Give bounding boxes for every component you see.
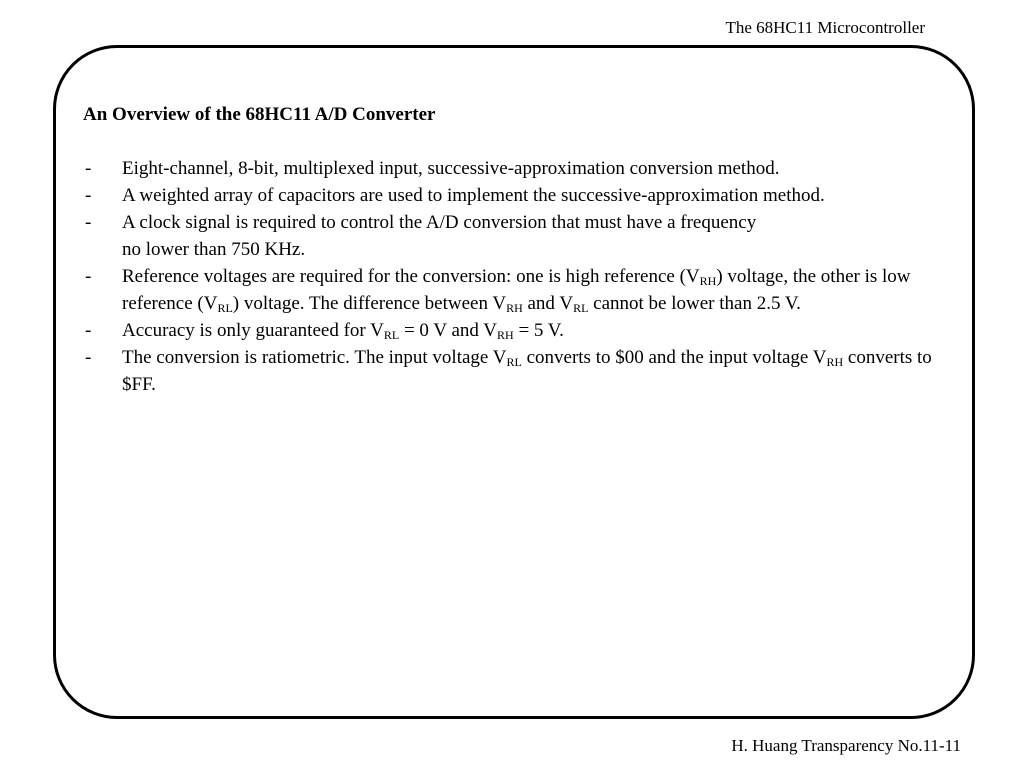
bullet-item-reference-voltages bbox=[83, 263, 958, 317]
bullet-text: converts to $00 and the input voltage V bbox=[521, 347, 827, 368]
bullet-item-capacitors bbox=[83, 182, 958, 209]
bullet-text: Reference voltages are required for the conversion: one is high reference (V bbox=[122, 266, 700, 287]
bullet-text: cannot be lower than 2.5 V. bbox=[588, 293, 801, 314]
bullet-item-clock bbox=[83, 209, 958, 263]
bullet-text-continued: no lower than 750 KHz. bbox=[122, 239, 306, 260]
bullet-marker: - bbox=[85, 266, 92, 287]
bullet-item-ratiometric bbox=[83, 344, 958, 398]
slide-heading: An Overview of the 68HC11 A/D Converter bbox=[83, 104, 436, 125]
bullet-text: A weighted array of capacitors are used to implement the successive-approximation method. bbox=[122, 185, 825, 206]
subscript-rl: RL bbox=[383, 328, 400, 342]
bullet-item-channels bbox=[83, 155, 958, 182]
subscript-rh: RH bbox=[506, 301, 523, 315]
subscript-rl: RL bbox=[573, 301, 589, 315]
bullet-marker: - bbox=[85, 185, 92, 206]
bullet-text: The conversion is ratiometric. The input voltage V bbox=[122, 347, 507, 368]
bullet-text: and V bbox=[522, 293, 574, 314]
subscript-rh: RH bbox=[699, 274, 717, 288]
subscript-rh: RH bbox=[497, 328, 514, 342]
footer-text: H. Huang Transparency No.11-11 bbox=[731, 736, 961, 755]
slide-content bbox=[83, 101, 958, 398]
bullet-text: A clock signal is required to control the A/D conversion that must have a frequency bbox=[122, 212, 757, 233]
bullet-marker: - bbox=[85, 212, 92, 233]
subscript-rl: RL bbox=[217, 301, 233, 315]
bullet-list bbox=[83, 155, 958, 398]
bullet-text: ) voltage, the other is low reference (V bbox=[122, 266, 911, 314]
bullet-text: = 0 V and V bbox=[399, 320, 498, 341]
bullet-text: = 5 V. bbox=[513, 320, 564, 341]
bullet-text: Eight-channel, 8-bit, multiplexed input, successive-approximation conversion method. bbox=[122, 158, 780, 179]
bullet-marker: - bbox=[85, 347, 92, 368]
bullet-marker: - bbox=[85, 158, 92, 179]
header-title: The 68HC11 Microcontroller bbox=[725, 18, 925, 37]
subscript-rl: RL bbox=[506, 355, 522, 369]
bullet-item-accuracy bbox=[83, 317, 958, 344]
bullet-text: ) voltage. The difference between V bbox=[232, 293, 507, 314]
bullet-text: Accuracy is only guaranteed for V bbox=[122, 320, 384, 341]
subscript-rh: RH bbox=[826, 355, 844, 369]
bullet-marker: - bbox=[85, 320, 92, 341]
bullet-text: converts to $FF. bbox=[122, 347, 932, 395]
